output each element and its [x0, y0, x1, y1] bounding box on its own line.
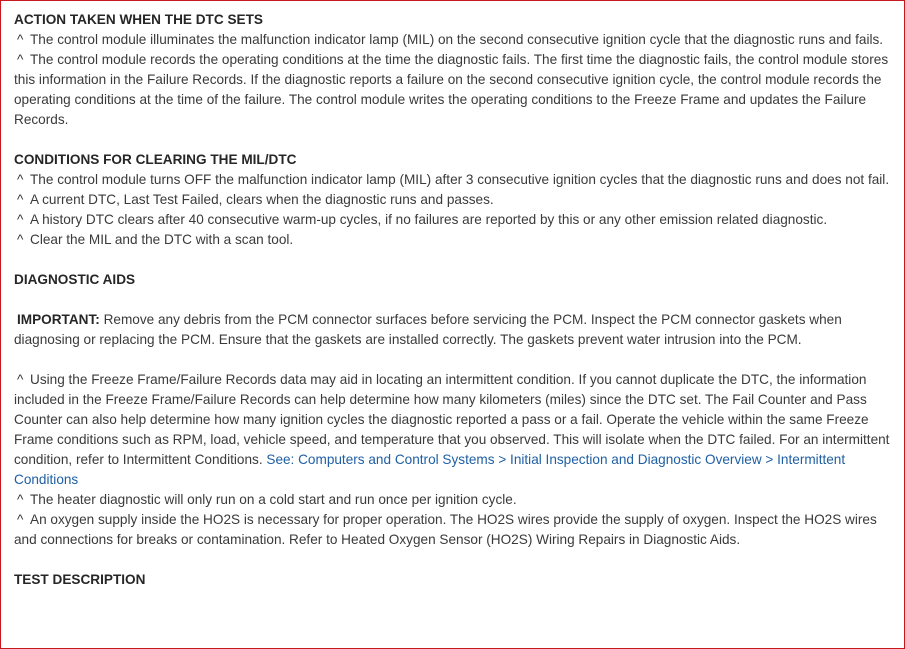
bullet-text: The control module records the operating conditions at the time the diagnostic fails. The first time the diagnostic fails, the control module stores this information in the Failure Records. If the diagnostic reports a failure on the second consecutive ignition cycle, the control module records the operating conditions at the time of the failure. The control module writes the operating conditions to the Freeze Frame and updates the Failure Records. [14, 52, 889, 127]
bullet-text: Using the Freeze Frame/Failure Records data may aid in locating an intermittent condition. If you cannot duplicate the DTC, the information included in the Freeze Frame/Failure Records can help determine how many kilometers (miles) since the DTC set. The Fail Counter and Pass Counter can also help determine how many ignition cycles the diagnostic reported a pass or a fail. Operate the vehicle within the same Freeze Frame conditions such as RPM, load, vehicle speed, and temperature that you observed. This will isolate when the DTC failed. For an intermittent condition, refer to Intermittent Conditions. [14, 372, 890, 467]
caret-icon: ^ [17, 172, 24, 187]
heading-action-taken: ACTION TAKEN WHEN THE DTC SETS [14, 12, 263, 27]
important-note [14, 310, 894, 350]
caret-icon: ^ [17, 192, 24, 207]
bullet-item [14, 30, 894, 50]
caret-icon: ^ [17, 512, 24, 527]
document-body [14, 10, 894, 590]
bullet-text: A history DTC clears after 40 consecutive warm-up cycles, if no failures are reported by this or any other emission related diagnostic. [30, 212, 828, 227]
bullet-text: The heater diagnostic will only run on a cold start and run once per ignition cycle. [30, 492, 517, 507]
spacer [14, 130, 894, 150]
bullet-text: A current DTC, Last Test Failed, clears when the diagnostic runs and passes. [30, 192, 494, 207]
important-text: Remove any debris from the PCM connector surfaces before servicing the PCM. Inspect the PCM connector gaskets when diagnosing or replacing the PCM. Ensure that the gaskets are installed correctly. The gaskets prevent water intrusion into the PCM. [14, 312, 842, 347]
bullet-text: Clear the MIL and the DTC with a scan tool. [30, 232, 294, 247]
bullet-item [14, 510, 894, 550]
intermittent-conditions-link[interactable]: See: Computers and Control Systems > Initial Inspection and Diagnostic Overview > Intermittent Conditions [14, 452, 846, 487]
bullet-text: An oxygen supply inside the HO2S is necessary for proper operation. The HO2S wires provide the supply of oxygen. Inspect the HO2S wires and connections for breaks or contamination. Refer to Heated Oxygen Sensor (HO2S) Wiring Repairs in Diagnostic Aids. [14, 512, 877, 547]
heading-conditions-clearing: CONDITIONS FOR CLEARING THE MIL/DTC [14, 152, 297, 167]
bullet-text: The control module turns OFF the malfunction indicator lamp (MIL) after 3 consecutive ignition cycles that the diagnostic runs and does not fail. [30, 172, 890, 187]
spacer [14, 350, 894, 370]
caret-icon: ^ [17, 52, 24, 67]
heading-diagnostic-aids: DIAGNOSTIC AIDS [14, 272, 136, 287]
bullet-item [14, 230, 894, 250]
caret-icon: ^ [17, 32, 24, 47]
bullet-item [14, 50, 894, 130]
important-label: IMPORTANT: [17, 312, 100, 327]
bullet-item [14, 370, 894, 490]
bullet-item [14, 490, 894, 510]
caret-icon: ^ [17, 232, 24, 247]
bullet-item [14, 170, 894, 190]
caret-icon: ^ [17, 372, 24, 387]
caret-icon: ^ [17, 212, 24, 227]
bullet-text: The control module illuminates the malfunction indicator lamp (MIL) on the second consecutive ignition cycle that the diagnostic runs and fails. [30, 32, 884, 47]
bullet-item [14, 210, 894, 230]
spacer [14, 250, 894, 270]
spacer [14, 290, 894, 310]
spacer [14, 550, 894, 570]
heading-test-description: TEST DESCRIPTION [14, 572, 146, 587]
bullet-item [14, 190, 894, 210]
caret-icon: ^ [17, 492, 24, 507]
